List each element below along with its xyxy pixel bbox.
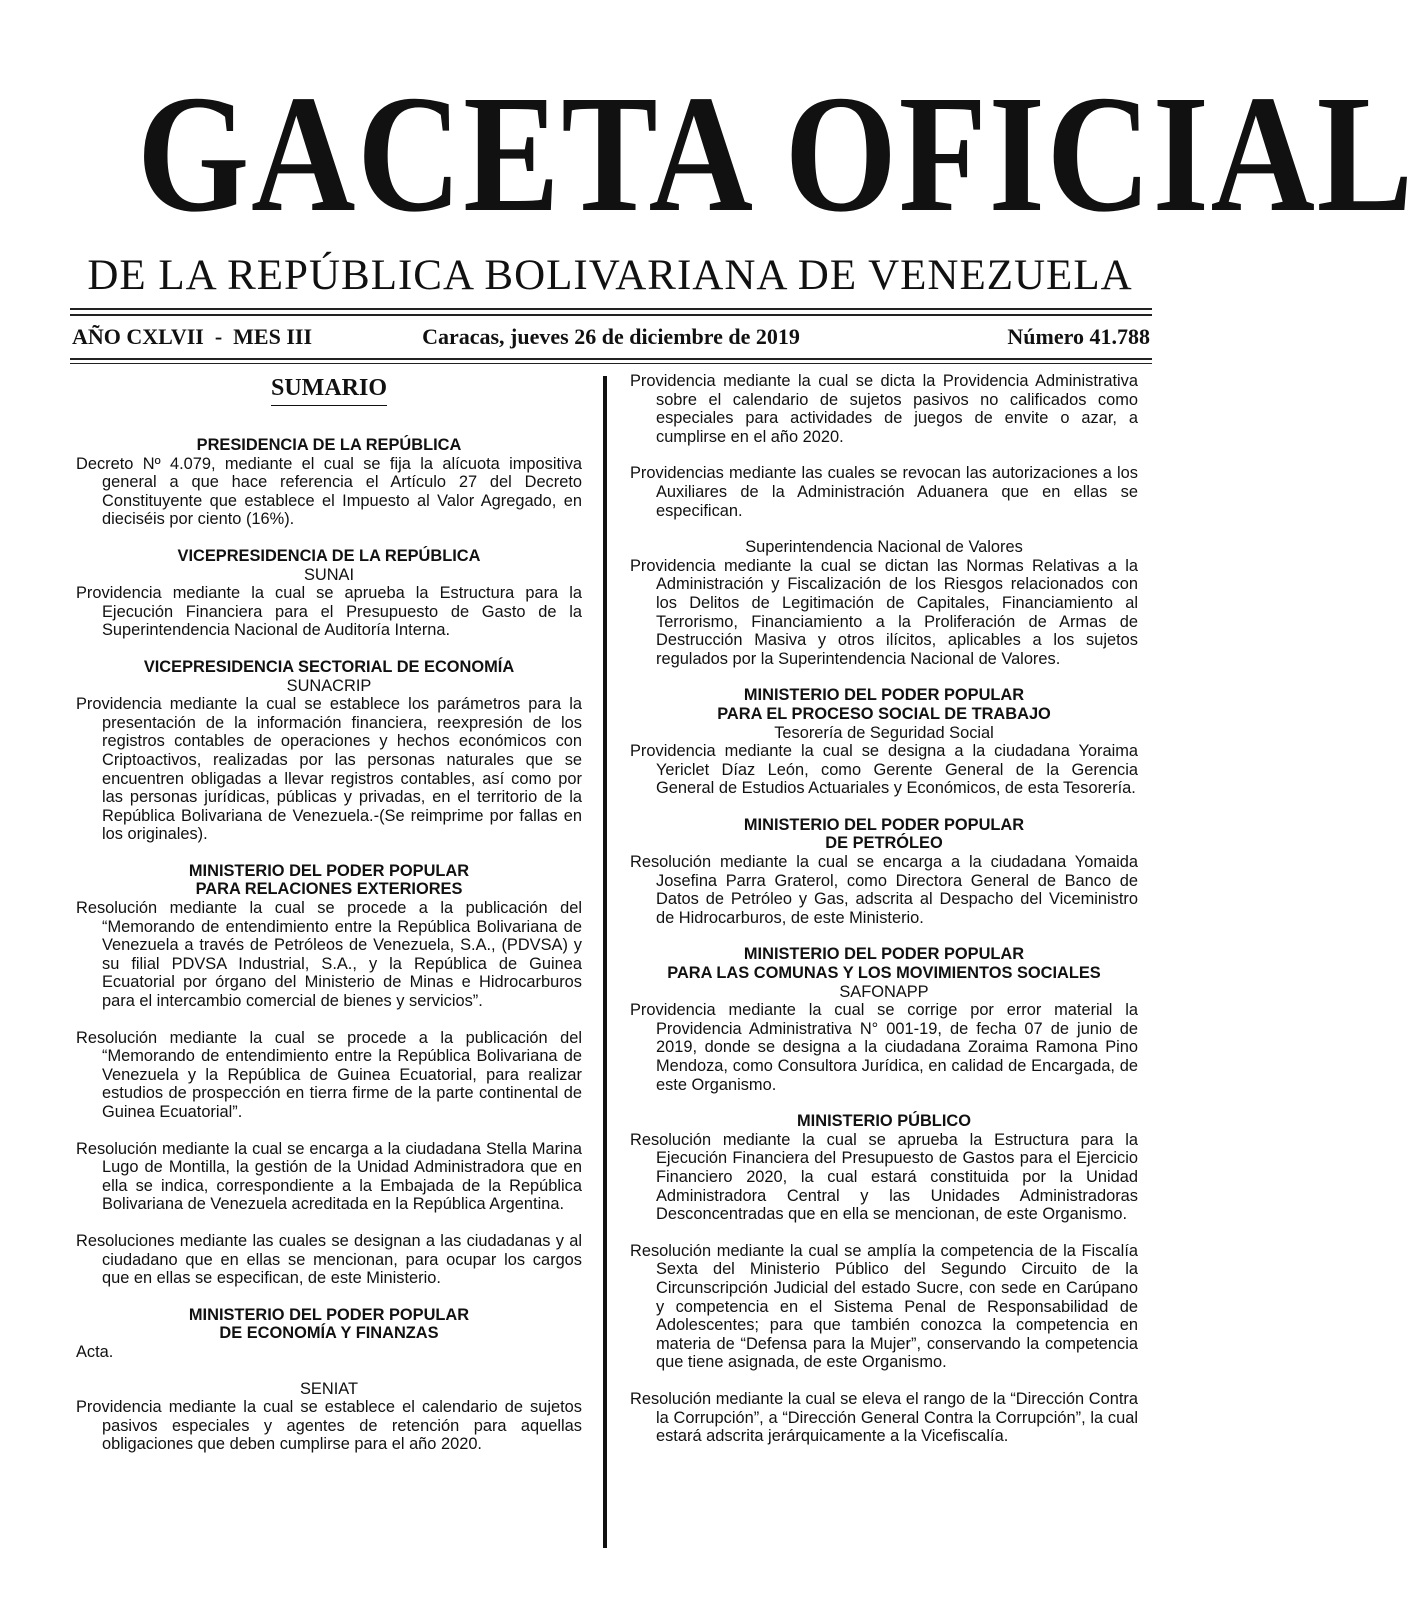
- summary-entry: Providencia mediante la cual se dictan las Normas Relativas a la Administración y Fiscalización de los Riesgos relacionados con los Delitos de Legitimación de Capitales, Financiamiento al Terrorismo, Financiamiento a la Proliferación de Armas de Destrucción Masiva y otros ilícitos, aplicables a los sujetos regulados por la Superintendencia Nacional de Valores.: [630, 556, 1138, 668]
- summary-entry: Providencia mediante la cual se dicta la Providencia Administrativa sobre el calendario de sujetos pasivos no calificados como especiales para actividades de juegos de envite o azar, a cumplirse en el año 2020.: [630, 372, 1138, 446]
- agency-label: Superintendencia Nacional de Valores: [745, 538, 1023, 557]
- summary-entry: Resolución mediante la cual se procede a la publicación del “Memorando de entendimiento entre la República Bolivariana de Venezuela y la República de Guinea Ecuatorial, para realizar estudios de prospección en tierra firme de la parte continental de Guinea Ecuatorial”.: [76, 1028, 582, 1121]
- summary-entry: Resolución mediante la cual se aprueba la Estructura para la Ejecución Financiera del Presupuesto de Gastos para el Ejercicio Financiero 2020, la cual estará constituida por la Unidad Administradora Central y las Unidades Administradoras Desconcentradas que en ella se mencionan, de este Organismo.: [630, 1130, 1138, 1224]
- section-heading: PARA LAS COMUNAS Y LOS MOVIMIENTOS SOCIALES: [667, 964, 1101, 983]
- header-rule: [70, 314, 1152, 316]
- column-divider: [603, 376, 607, 1548]
- section-heading: MINISTERIO DEL PODER POPULAR: [188, 1305, 470, 1324]
- section-heading: MINISTERIO DEL PODER POPULAR: [743, 945, 1025, 964]
- agency-label: SUNACRIP: [286, 676, 372, 695]
- issue-year-month: AÑO CXLVII - MES III: [72, 324, 313, 349]
- section-heading: PRESIDENCIA DE LA REPÚBLICA: [196, 436, 462, 454]
- summary-entry: Providencia mediante la cual se establece el calendario de sujetos pasivos especiales y agentes de retención para aquellas obligaciones que deben cumplirse para el año 2020.: [76, 1398, 582, 1454]
- left-column: [76, 374, 582, 1454]
- masthead-subtitle: DE LA REPÚBLICA BOLIVARIANA DE VENEZUELA: [87, 252, 1133, 299]
- right-column: [630, 372, 1138, 1446]
- section-heading: VICEPRESIDENCIA DE LA REPÚBLICA: [177, 546, 481, 565]
- section-heading: MINISTERIO DEL PODER POPULAR: [188, 861, 470, 880]
- summary-entry: Acta.: [76, 1342, 114, 1361]
- masthead: [60, 61, 1415, 262]
- section-heading: MINISTERIO DEL PODER POPULAR: [743, 686, 1025, 705]
- summary-entry: Resolución mediante la cual se procede a la publicación del “Memorando de entendimiento entre la República Bolivariana de Venezuela a través de Petróleos de Venezuela, S.A., (PDVSA) y su filial PDVSA Industrial, S.A., y la República de Guinea Ecuatorial por órgano del Ministerio de Minas e Hidrocarburos para el intercambio comercial de bienes y servicios”.: [76, 899, 582, 1011]
- section-heading: PARA RELACIONES EXTERIORES: [195, 880, 463, 899]
- summary-entry: Resoluciones mediante las cuales se designan a las ciudadanas y al ciudadano que en ellas se mencionan, para ocupar los cargos que en ellas se especifican, de este Ministerio.: [76, 1231, 582, 1288]
- summary-entry: Providencia mediante la cual se aprueba la Estructura para la Ejecución Financiera para el Presupuesto de Gasto de la Superintendencia Nacional de Auditoría Interna.: [76, 584, 582, 640]
- section-heading: VICEPRESIDENCIA SECTORIAL DE ECONOMÍA: [143, 657, 515, 676]
- agency-label: SAFONAPP: [839, 982, 929, 1001]
- summary-entry: Providencia mediante la cual se corrige por error material la Providencia Administrativa N° 001-19, de fecha 07 de junio de 2019, donde se designa a la ciudadana Zoraima Ramona Pino Mendoza, como Consultora Jurídica, en calidad de Encargada, de este Organismo.: [630, 1001, 1138, 1094]
- summary-entry: Resolución mediante la cual se amplía la competencia de la Fiscalía Sexta del Ministerio Público del Segundo Circuito de la Circunscripción Judicial del estado Sucre, con sede en Carúpano y competencia en el Sistema Penal de Responsabilidad de Adolescentes; para que también conozca la competencia en materia de “Defensa para la Mujer”, conservando la competencia que tiene asignada, de este Organismo.: [630, 1241, 1138, 1372]
- summary-entry: Providencia mediante la cual se designa a la ciudadana Yoraima Yericlet Díaz León, como Gerente General de la Gerencia General de Estudios Actuariales y Económicos, de esta Tesorería.: [630, 742, 1138, 798]
- agency-label: Tesorería de Seguridad Social: [774, 723, 994, 742]
- issue-info-bar: [72, 322, 1150, 352]
- section-heading: MINISTERIO DEL PODER POPULAR: [743, 815, 1025, 834]
- section-heading: DE ECONOMÍA Y FINANZAS: [219, 1324, 439, 1343]
- sumario-heading: SUMARIO: [76, 374, 582, 406]
- summary-entry: Providencias mediante las cuales se revocan las autorizaciones a los Auxiliares de la Administración Aduanera que en ellas se especifican.: [630, 464, 1138, 520]
- summary-entry: Resolución mediante la cual se encarga a la ciudadana Stella Marina Lugo de Montilla, la gestión de la Unidad Administradora que en ella se indica, correspondiente a la Embajada de la República Bolivariana de Venezuela acreditada en la República Argentina.: [76, 1139, 582, 1214]
- section-heading: DE PETRÓLEO: [825, 834, 943, 853]
- header-rule: [70, 308, 1152, 310]
- summary-entry: Resolución mediante la cual se encarga a la ciudadana Yomaida Josefina Parra Graterol, como Directora General de Banco de Datos de Petróleo y Gas, adscrita al Despacho del Viceministro de Hidrocarburos, de este Ministerio.: [630, 853, 1138, 927]
- agency-label: SUNAI: [303, 565, 355, 584]
- issue-number: Número 41.788: [1007, 324, 1150, 349]
- issue-date: Caracas, jueves 26 de diciembre de 2019: [422, 324, 800, 349]
- summary-entry: Decreto Nº 4.079, mediante el cual se fija la alícuota impositiva general a que hace referencia el Artículo 27 del Decreto Constituyente que establece el Impuesto al Valor Agregado, en dieciséis por ciento (16%).: [76, 454, 582, 529]
- summary-entry: Providencia mediante la cual se establece los parámetros para la presentación de la información financiera, reexpresión de los registros contables de operaciones y hechos económicos con Criptoactivos, realizadas por las personas naturales que se encuentren obligadas a llevar registros contables, así como por las personas jurídicas, públicas y privadas, en el territorio de la República Bolivariana de Venezuela.-(Se reimprime por fallas en los originales).: [76, 695, 582, 844]
- agency-label: SENIAT: [300, 1379, 358, 1398]
- section-heading: MINISTERIO PÚBLICO: [797, 1112, 971, 1131]
- masthead-title: GACETA OFICIAL: [137, 61, 1415, 247]
- header-rule: [70, 358, 1152, 360]
- section-heading: PARA EL PROCESO SOCIAL DE TRABAJO: [717, 704, 1051, 723]
- summary-entry: Resolución mediante la cual se eleva el rango de la “Dirección Contra la Corrupción”, a “Dirección General Contra la Corrupción”, la cual estará adscrita jerárquicamente a la Vicefiscalía.: [630, 1389, 1138, 1446]
- header-rule: [70, 363, 1152, 364]
